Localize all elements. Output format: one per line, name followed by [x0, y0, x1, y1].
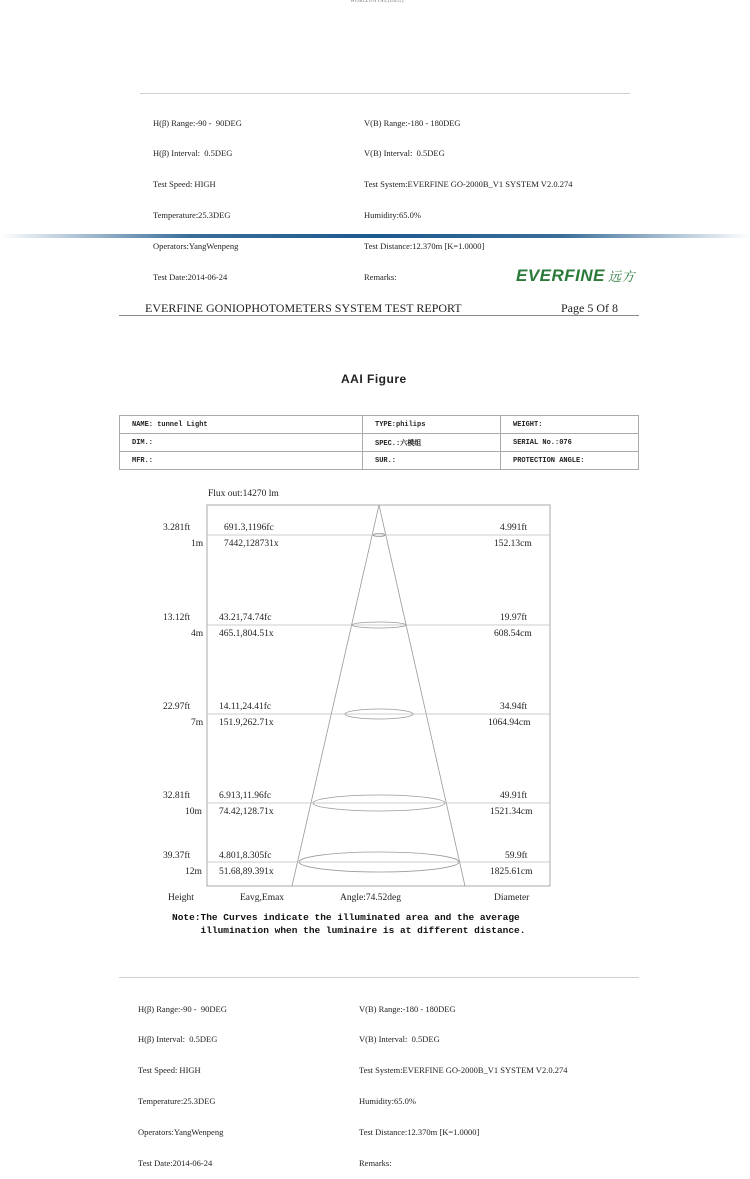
param-remarks: Remarks:	[364, 272, 397, 283]
height-ft-10m: 32.81ft	[163, 791, 191, 801]
page-number: Page 5 Of 8	[561, 301, 618, 315]
diameter-ft-4m: 19.97ft	[500, 613, 528, 623]
logo-cn: 远方	[608, 270, 636, 285]
table-cell: MFR.:	[120, 452, 363, 470]
param-h-range: H(β) Range:-90 - 90DEG	[138, 1003, 227, 1014]
illum-lx-10m: 74.42,128.71x	[219, 807, 274, 817]
table-cell: SPEC.:六模组	[363, 434, 501, 452]
divider	[119, 977, 639, 978]
diameter-ft-12m: 59.9ft	[505, 851, 528, 861]
cone-left-edge	[292, 505, 379, 886]
top-caption: HORIZONTAL(DEG)	[351, 0, 404, 4]
param-humidity: Humidity:65.0%	[364, 210, 421, 221]
param-test-date: Test Date:2014-06-24	[153, 272, 228, 283]
param-v-interval: V(B) Interval: 0.5DEG	[359, 1034, 440, 1045]
param-operators: Operators:YangWenpeng	[153, 241, 239, 252]
params-left-bottom	[138, 983, 227, 1179]
param-h-interval: H(β) Interval: 0.5DEG	[153, 148, 233, 159]
param-v-range: V(B) Range:-180 - 180DEG	[364, 117, 461, 128]
cone-right-edge	[379, 505, 465, 886]
illum-fc-10m: 6.913,11.96fc	[219, 791, 272, 801]
diameter-cm-12m: 1825.61cm	[490, 867, 533, 877]
illum-lx-12m: 51.68,89.391x	[219, 867, 274, 877]
illum-fc-7m: 14.11,24.41fc	[219, 702, 272, 712]
params-right-bottom	[359, 983, 567, 1179]
height-ft-12m: 39.37ft	[163, 851, 191, 861]
illum-fc-1m: 691.3,1196fc	[224, 523, 274, 533]
table-cell: SUR.:	[363, 452, 501, 470]
eavg-emax-label: Eavg,Emax	[240, 893, 285, 903]
diameter-cm-7m: 1064.94cm	[488, 718, 531, 728]
diameter-label: Diameter	[494, 893, 530, 903]
flux-label: Flux out:14270 lm	[208, 489, 279, 499]
param-temperature: Temperature:25.3DEG	[138, 1096, 216, 1107]
table-cell: WEIGHT:	[501, 416, 639, 434]
param-test-system: Test System:EVERFINE GO-2000B_V1 SYSTEM V2.0.274	[364, 179, 573, 190]
height-m-4m: 4m	[191, 629, 204, 639]
illum-lx-1m: 7442,128731x	[224, 539, 279, 549]
param-test-speed: Test Speed: HIGH	[138, 1065, 201, 1076]
param-operators: Operators:YangWenpeng	[138, 1127, 224, 1138]
figure-title: AAI Figure	[341, 372, 407, 386]
table-cell: PROTECTION ANGLE:	[501, 452, 639, 470]
diameter-cm-1m: 152.13cm	[494, 539, 532, 549]
param-h-interval: H(β) Interval: 0.5DEG	[138, 1034, 218, 1045]
param-test-distance: Test Distance:12.370m [K=1.0000]	[364, 241, 485, 252]
table-cell: TYPE:philips	[363, 416, 501, 434]
param-v-interval: V(B) Interval: 0.5DEG	[364, 148, 445, 159]
diameter-ft-10m: 49.91ft	[500, 791, 528, 801]
table-cell: DIM.:	[120, 434, 363, 452]
beam-angle-label: Angle:74.52deg	[340, 893, 401, 903]
diameter-cm-10m: 1521.34cm	[490, 807, 533, 817]
height-m-7m: 7m	[191, 718, 204, 728]
figure-note: Note:The Curves indicate the illuminated area and the average illumination when the luminaire is at different distance.	[172, 912, 526, 936]
height-ft-1m: 3.281ft	[163, 523, 191, 533]
height-m-1m: 1m	[191, 539, 204, 549]
param-v-range: V(B) Range:-180 - 180DEG	[359, 1003, 456, 1014]
param-temperature: Temperature:25.3DEG	[153, 210, 231, 221]
param-test-speed: Test Speed: HIGH	[153, 179, 216, 190]
height-ft-4m: 13.12ft	[163, 613, 191, 623]
illum-lx-4m: 465.1,804.51x	[219, 629, 274, 639]
param-test-date: Test Date:2014-06-24	[138, 1158, 213, 1169]
table-cell: NAME: tunnel Light	[120, 416, 363, 434]
diameter-cm-4m: 608.54cm	[494, 629, 532, 639]
illum-lx-7m: 151.9,262.71x	[219, 718, 274, 728]
param-remarks: Remarks:	[359, 1158, 392, 1169]
height-label: Height	[168, 893, 194, 903]
param-test-distance: Test Distance:12.370m [K=1.0000]	[359, 1127, 480, 1138]
param-test-system: Test System:EVERFINE GO-2000B_V1 SYSTEM V2.0.274	[359, 1065, 568, 1076]
height-m-12m: 12m	[185, 867, 202, 877]
illum-fc-4m: 43.21,74.74fc	[219, 613, 272, 623]
diameter-ft-1m: 4.991ft	[500, 523, 528, 533]
illum-fc-12m: 4.801,8.305fc	[219, 851, 272, 861]
figure-frame	[207, 505, 550, 886]
param-humidity: Humidity:65.0%	[359, 1096, 416, 1107]
param-h-range: H(β) Range:-90 - 90DEG	[153, 117, 242, 128]
table-cell: SERIAL No.:076	[501, 434, 639, 452]
height-m-10m: 10m	[185, 807, 202, 817]
report-title: EVERFINE GONIOPHOTOMETERS SYSTEM TEST REPORT	[145, 301, 462, 315]
height-ft-7m: 22.97ft	[163, 702, 191, 712]
diameter-ft-7m: 34.94ft	[500, 702, 528, 712]
logo-brand: EVERFINE	[516, 266, 606, 285]
